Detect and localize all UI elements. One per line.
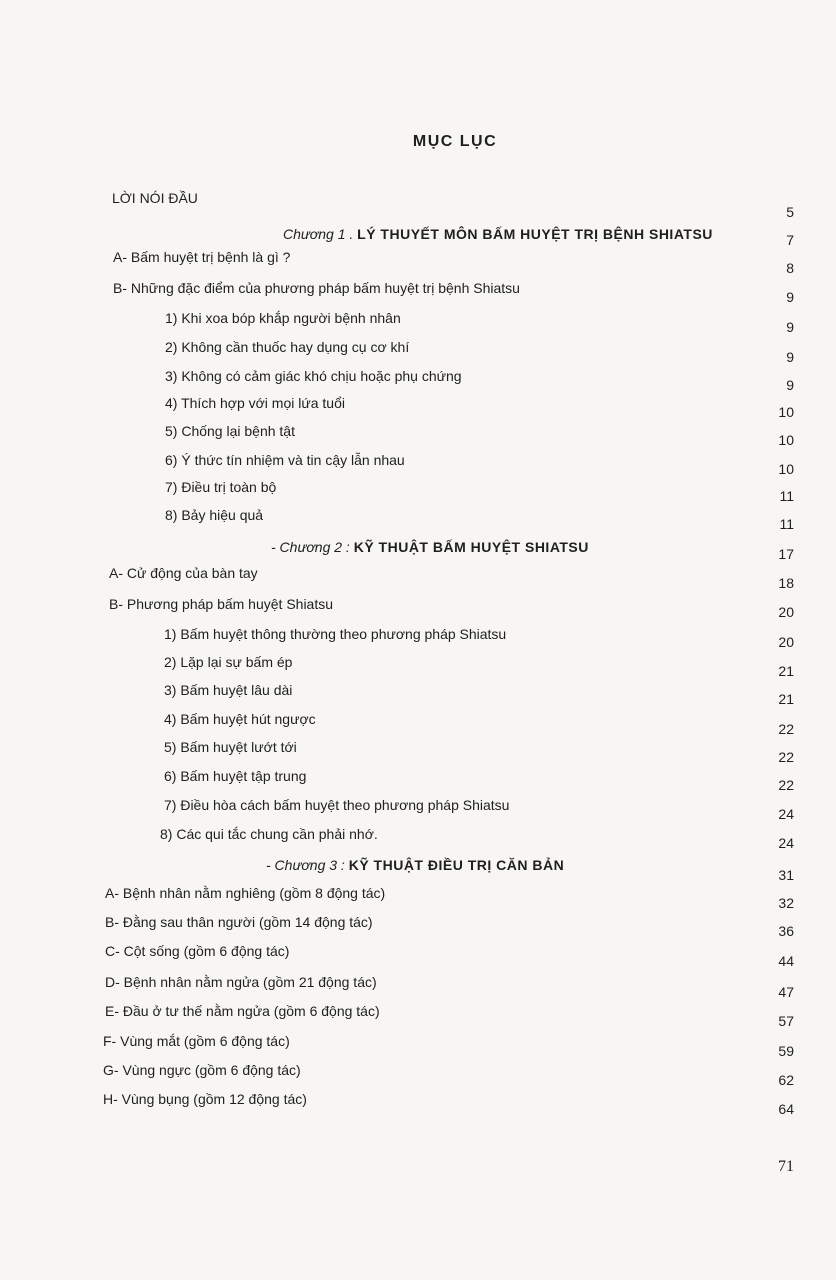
toc-entry-label: B- Những đặc điểm của phương pháp bấm huyệt trị bệnh Shiatsu <box>113 280 520 296</box>
toc-entry-label: A- Cử động của bàn tay <box>109 565 258 581</box>
toc-page-number: 11 <box>779 488 794 504</box>
toc-entry-label: 2) Lặp lại sự bấm ép <box>164 654 293 670</box>
toc-page-number: 22 <box>778 721 794 737</box>
toc-entry-label: C- Cột sống (gồm 6 động tác) <box>105 943 290 959</box>
toc-entry-label: 7) Điều trị toàn bộ <box>165 479 277 495</box>
toc-page-number: 44 <box>778 953 794 969</box>
chapter-heading-text <box>271 538 589 556</box>
toc-title: MỤC LỤC <box>412 133 498 150</box>
toc-page-number: 9 <box>786 349 794 365</box>
toc-entry-label: 1) Khi xoa bóp khắp người bệnh nhân <box>165 310 401 326</box>
toc-page-number: 7 <box>786 232 794 248</box>
toc-entry-label: 6) Bấm huyệt tập trung <box>164 768 307 784</box>
toc-page-number: 22 <box>778 777 794 793</box>
chapter-heading-text <box>283 225 713 243</box>
toc-entry-label: H- Vùng bụng (gồm 12 động tác) <box>103 1091 307 1107</box>
page-number: 71 <box>778 1158 794 1175</box>
toc-entry-label: 1) Bấm huyệt thông thường theo phương pháp Shiatsu <box>164 626 507 642</box>
toc-page-number: 32 <box>778 895 794 911</box>
toc-entry-label: 3) Không có cảm giác khó chịu hoặc phụ chứng <box>165 368 462 384</box>
toc-entry-label: 4) Thích hợp với mọi lứa tuổi <box>165 395 345 411</box>
toc-page-number: 31 <box>778 867 794 883</box>
chapter-title: KỸ THUẬT ĐIỀU TRỊ CĂN BẢN <box>348 857 565 873</box>
toc-page-number: 10 <box>778 404 794 420</box>
toc-page-number: 24 <box>778 835 794 851</box>
toc-entry-label: B- Phương pháp bấm huyệt Shiatsu <box>109 596 334 612</box>
toc-page-number: 20 <box>778 634 794 650</box>
toc-entry-label: 4) Bấm huyệt hút ngược <box>164 711 316 727</box>
chapter-label: - Chương 2 : <box>271 539 354 555</box>
toc-page-number: 8 <box>786 260 794 276</box>
toc-entry-label: D- Bệnh nhân nằm ngửa (gồm 21 động tác) <box>105 974 377 990</box>
toc-entry-label: 7) Điều hòa cách bấm huyệt theo phương pháp Shiatsu <box>164 797 510 813</box>
toc-page-number: 10 <box>778 461 794 477</box>
chapter-heading-text <box>266 856 564 874</box>
toc-entry-label: A- Bệnh nhân nằm nghiêng (gồm 8 động tác) <box>105 885 386 901</box>
toc-page-number: 21 <box>778 691 794 707</box>
toc-entry-label: LỜI NÓI ĐẦU <box>112 190 198 206</box>
toc-page-number: 57 <box>778 1013 794 1029</box>
chapter-label: Chương 1 . <box>283 226 358 242</box>
toc-page-number: 62 <box>778 1072 794 1088</box>
toc-page-number: 18 <box>778 575 794 591</box>
toc-page-number: 20 <box>778 604 794 620</box>
toc-page-number: 9 <box>786 289 794 305</box>
toc-page-number: 10 <box>778 432 794 448</box>
toc-entry-label: 5) Chống lại bệnh tật <box>165 423 295 439</box>
toc-entry-label: E- Đầu ở tư thế nằm ngửa (gồm 6 động tác) <box>105 1003 380 1019</box>
toc-entry-label: A- Bấm huyệt trị bệnh là gì ? <box>113 249 291 265</box>
toc-page-number: 5 <box>786 204 794 220</box>
chapter-title: LÝ THUYẾT MÔN BẤM HUYỆT TRỊ BỆNH SHIATSU <box>357 226 713 242</box>
toc-page-number: 64 <box>778 1101 794 1117</box>
chapter-title: KỸ THUẬT BẤM HUYỆT SHIATSU <box>353 539 589 555</box>
toc-page-number: 47 <box>778 984 794 1000</box>
toc-entry-label: 6) Ý thức tín nhiệm và tin cậy lẫn nhau <box>165 452 405 468</box>
toc-page-number: 11 <box>779 516 794 532</box>
toc-page-number: 9 <box>786 319 794 335</box>
toc-page-number: 36 <box>778 923 794 939</box>
toc-entry-label: G- Vùng ngực (gồm 6 động tác) <box>103 1062 301 1078</box>
chapter-label: - Chương 3 : <box>266 857 349 873</box>
toc-entry-label: 2) Không cần thuốc hay dụng cụ cơ khí <box>165 339 410 355</box>
toc-entry-label: B- Đằng sau thân người (gồm 14 động tác) <box>105 914 373 930</box>
toc-entry-label: 8) Bảy hiệu quả <box>165 507 264 523</box>
toc-page-number: 17 <box>778 546 794 562</box>
toc-entry-label: 8) Các qui tắc chung cần phải nhớ. <box>160 826 378 842</box>
toc-page-number: 24 <box>778 806 794 822</box>
toc-page-number: 59 <box>778 1043 794 1059</box>
toc-page-number: 22 <box>778 749 794 765</box>
toc-page-number: 21 <box>778 663 794 679</box>
toc-page-number: 9 <box>786 377 794 393</box>
toc-entry-label: 5) Bấm huyệt lướt tới <box>164 739 297 755</box>
toc-entry-label: F- Vùng mắt (gồm 6 động tác) <box>103 1033 290 1049</box>
toc-entry-label: 3) Bấm huyệt lâu dài <box>164 682 293 698</box>
